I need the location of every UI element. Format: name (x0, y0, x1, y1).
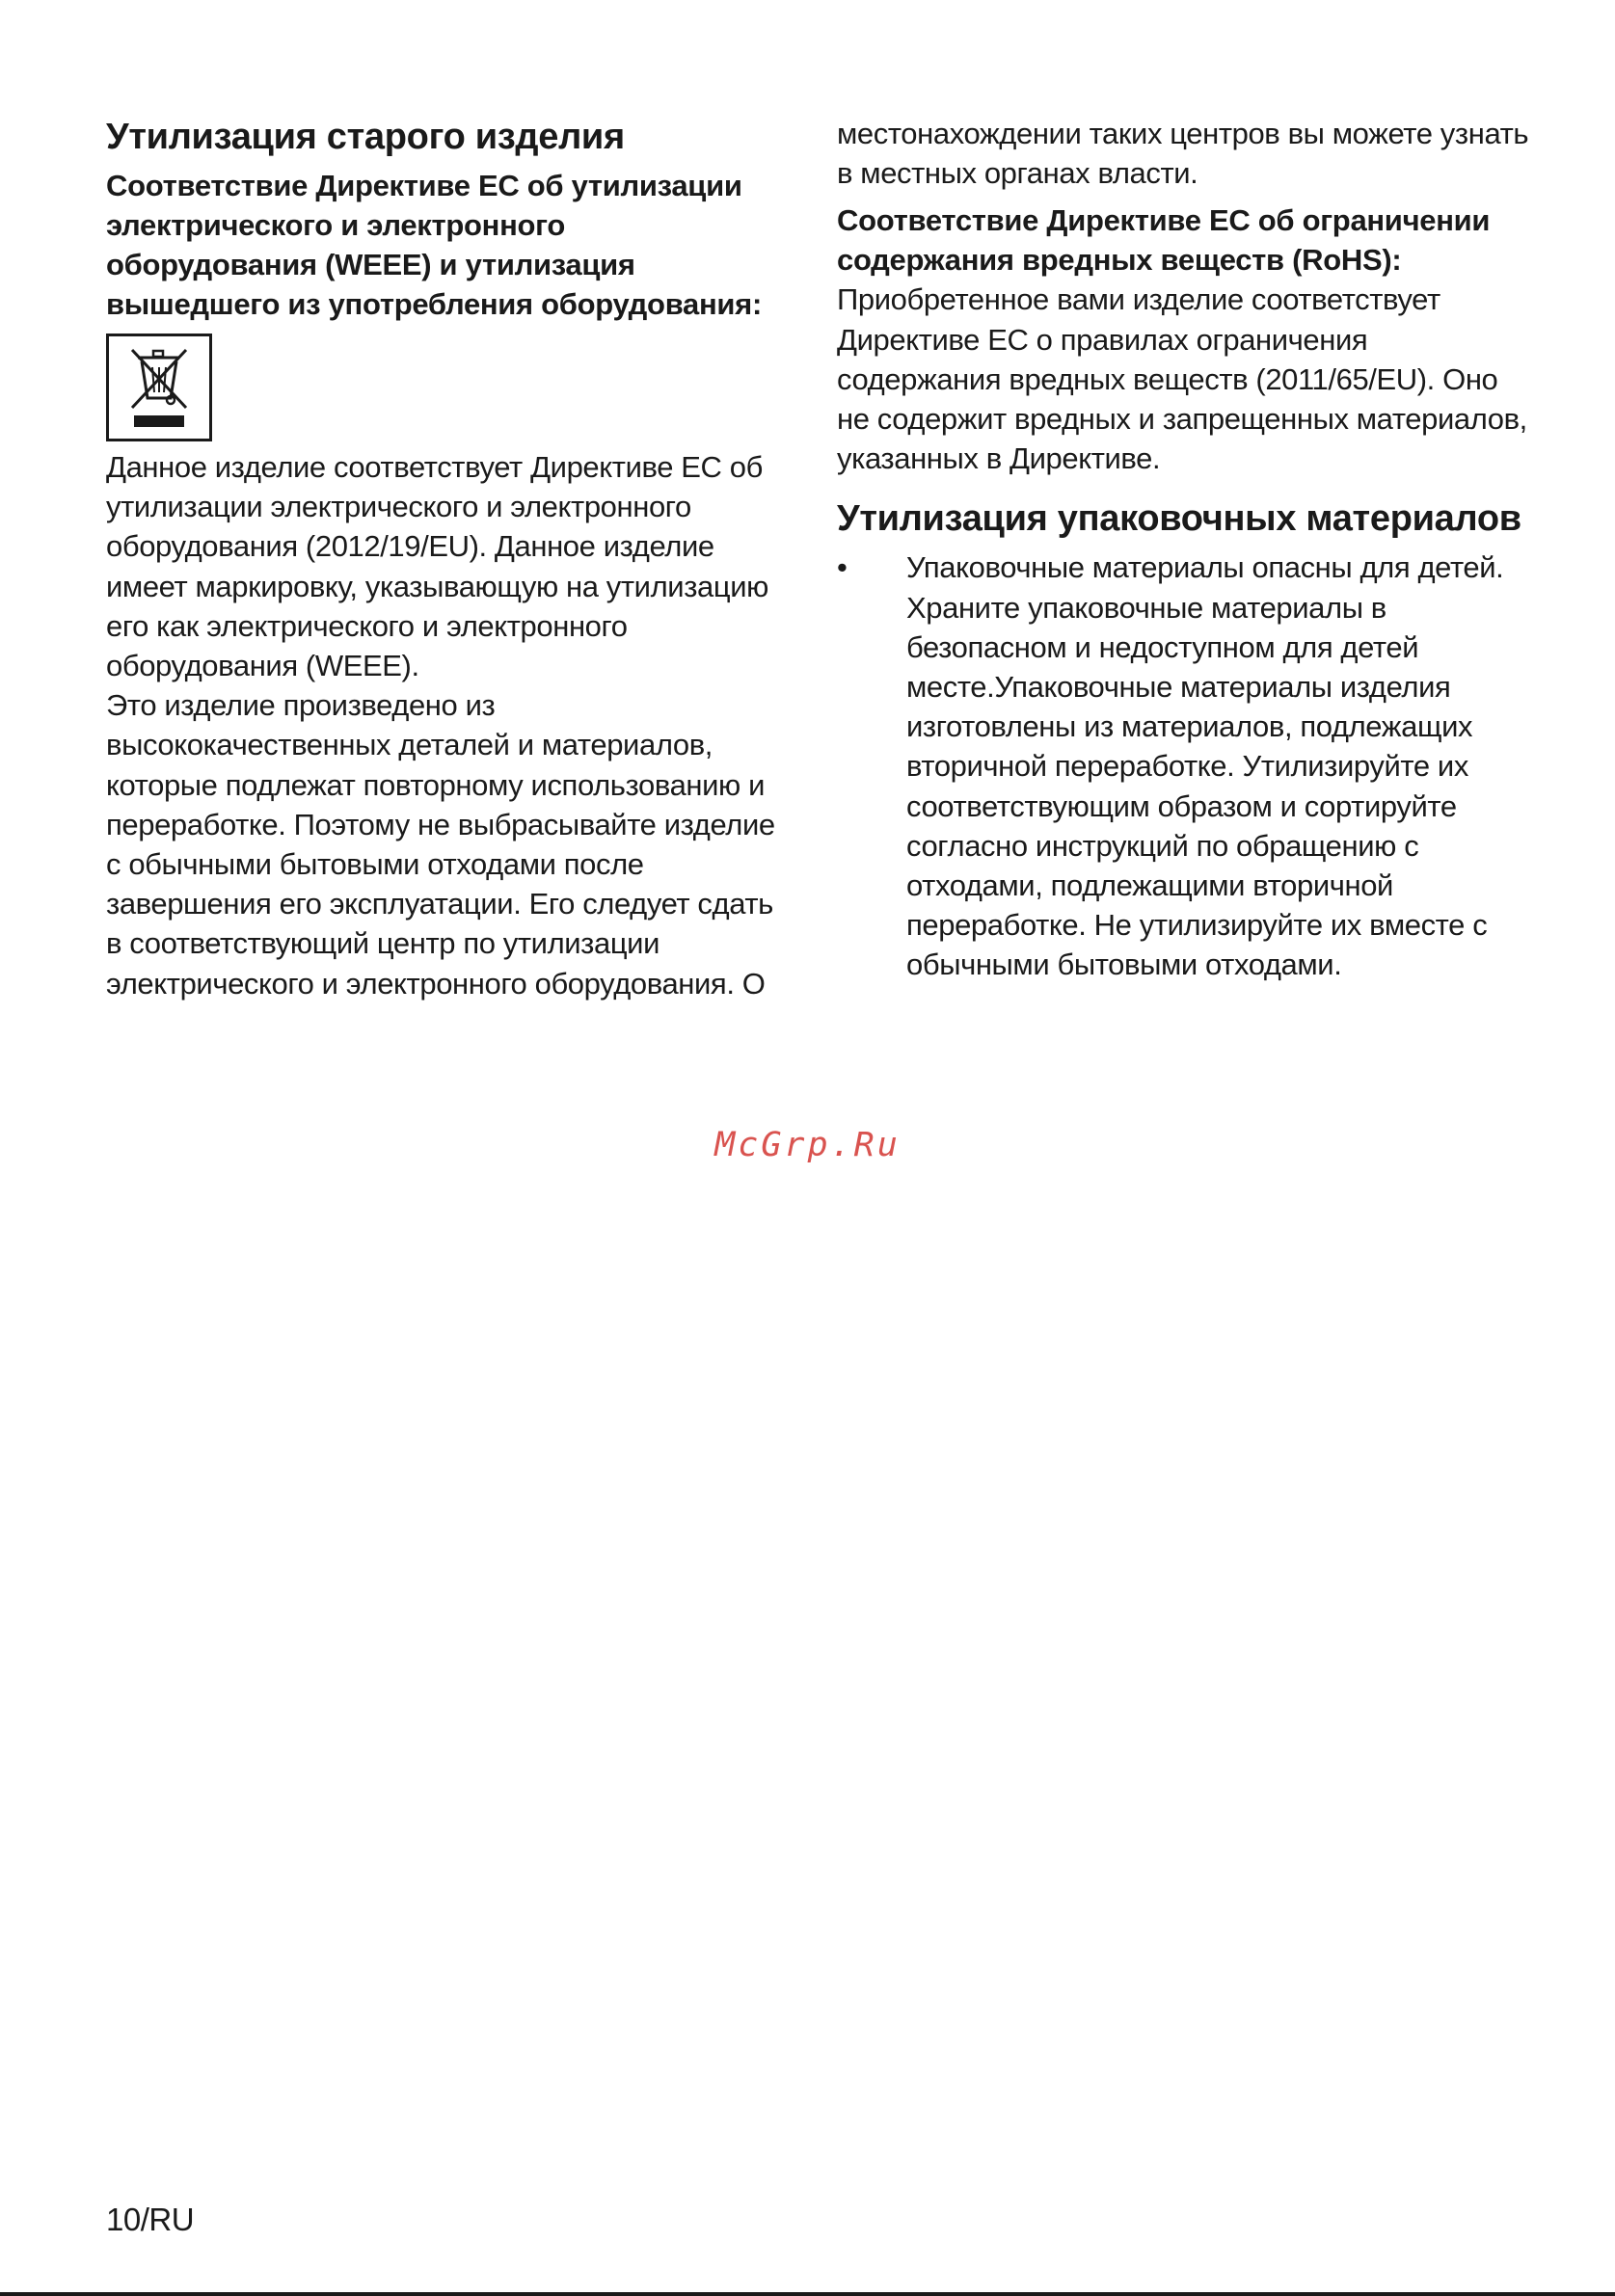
right-column (837, 114, 1531, 985)
list-item (837, 547, 1531, 984)
weee-paragraph-2: Это изделие произведено из высококачественных деталей и материалов, которые подлежат повторному использованию и переработке. Поэтому не выбрасывайте изделие с обычными бытовыми отходами после завершения его эксплуатации. Его следует сдать в соответствующий центр по утилизации электрического и электронного оборудования. О (106, 688, 775, 1001)
section-title-packaging: Утилизация упаковочных материалов (837, 498, 1521, 540)
left-column (106, 114, 781, 1003)
watermark: McGrp.Ru (714, 1126, 901, 1164)
weee-paragraph-1: Данное изделие соответствует Директиве ЕС об утилизации электрического и электронного оборудования (2012/19/EU). Данное изделие имеет маркировку, указывающую на утилизацию его как электрического и электронного оборудования (WEEE). (106, 450, 768, 683)
weee-paragraph-continuation: местонахождении таких центров вы можете узнать в местных органах власти. (837, 117, 1529, 191)
rohs-compliance-heading: Соответствие Директиве ЕС об ограничении содержания вредных веществ (RoHS): (837, 203, 1491, 278)
bullet-icon: • (837, 550, 848, 585)
packaging-paragraph: Упаковочные материалы опасны для детей. Храните упаковочные материалы в безопасном и недоступном для детей месте.Упаковочные материалы изделия изготовлены из материалов, подлежащих вторичной переработке. Утилизируйте их соответствующим образом и сортируйте согласно инструкций по обращению с отходами, подлежащими вторичной переработке. Не утилизируйте их вместе с обычными бытовыми отходами. (906, 550, 1504, 982)
bottom-divider (0, 2292, 1615, 2296)
section-title-disposal: Утилизация старого изделия (106, 117, 625, 157)
crossed-out-wheelie-bin-icon (106, 334, 212, 441)
weee-compliance-heading: Соответствие Директиве ЕС об утилизации электрического и электронного оборудования (WEEE) и утилизация вышедшего из употребления оборудования: (106, 169, 762, 321)
page-number: 10/RU (106, 2202, 195, 2237)
rohs-paragraph: Приобретенное вами изделие соответствует Директиве ЕС о правилах ограничения содержания вредных веществ (2011/65/EU). Оно не содержит вредных и запрещенных материалов, указанных в Директиве. (837, 282, 1527, 476)
